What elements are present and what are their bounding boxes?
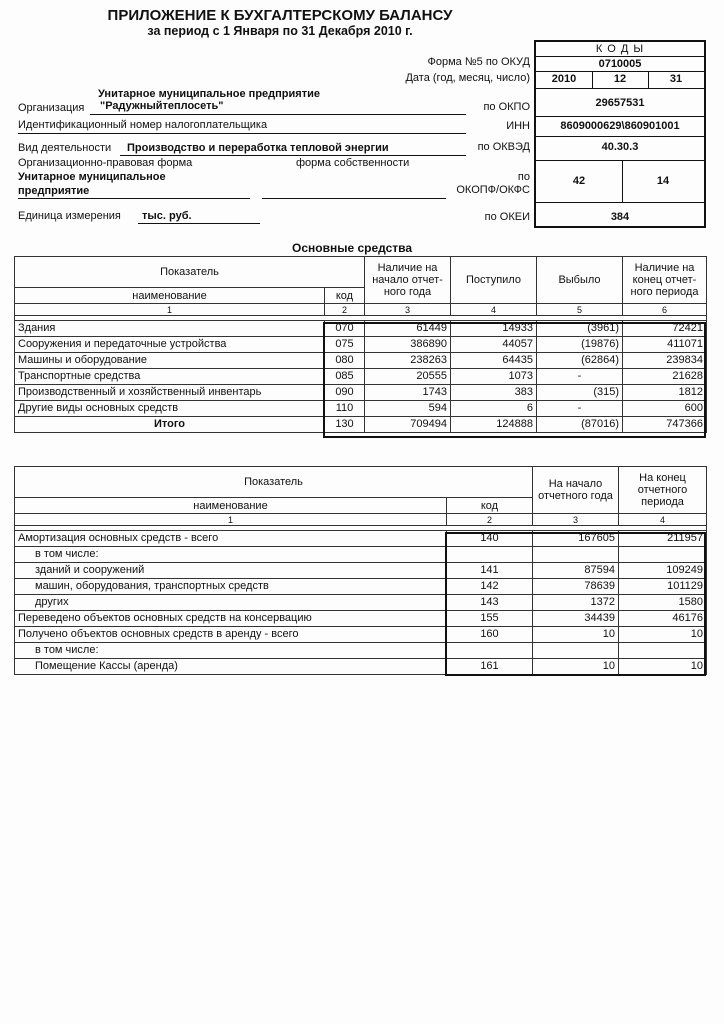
table-row	[15, 321, 707, 337]
date-label: Дата (год, месяц, число)	[405, 72, 530, 84]
okpo-value: 29657531	[595, 97, 645, 109]
row-end: 239834	[623, 353, 707, 369]
row-start: 20555	[365, 369, 451, 385]
row-code: 075	[325, 337, 365, 353]
t1-h-out: Выбыло	[537, 257, 623, 304]
row-out: (315)	[537, 385, 623, 401]
okfs-value: 14	[656, 175, 670, 187]
okved-value: 40.30.3	[601, 141, 639, 153]
row-code: 142	[447, 579, 533, 595]
t1-num: 3	[365, 304, 451, 316]
org-label: Организация	[18, 102, 85, 114]
t1-h-end: Наличие на конец отчет-ного периода	[623, 257, 707, 304]
table-row	[15, 547, 707, 563]
okei-value: 384	[610, 211, 630, 223]
ownership-label: форма собственности	[296, 157, 410, 169]
table-row	[15, 563, 707, 579]
okei-label: по ОКЕИ	[484, 211, 530, 223]
inn-label: ИНН	[506, 120, 530, 132]
t2-h-name: наименование	[15, 498, 447, 514]
row-name: Производственный и хозяйственный инвентарь	[15, 385, 325, 401]
row-code: 140	[447, 531, 533, 547]
row-start: 78639	[533, 579, 619, 595]
t2-num: 4	[619, 514, 707, 526]
table-row	[15, 353, 707, 369]
row-end: 10	[619, 627, 707, 643]
row-name: в том числе:	[15, 643, 447, 659]
t1-h-code: код	[325, 288, 365, 304]
row-end: 72421	[623, 321, 707, 337]
row-name: машин, оборудования, транспортных средств	[15, 579, 447, 595]
okud-label: Форма №5 по ОКУД	[427, 56, 530, 68]
row-name: Здания	[15, 321, 325, 337]
okpo-label: по ОКПО	[483, 101, 530, 113]
t2-num: 2	[447, 514, 533, 526]
row-out: (19876)	[537, 337, 623, 353]
row-name: зданий и сооружений	[15, 563, 447, 579]
row-code: 090	[325, 385, 365, 401]
row-code: 080	[325, 353, 365, 369]
legal-form-label: Организационно-правовая форма	[18, 157, 193, 169]
row-start: 709494	[365, 417, 451, 433]
row-in: 6	[451, 401, 537, 417]
row-code: 160	[447, 627, 533, 643]
table-row	[15, 579, 707, 595]
row-start	[533, 547, 619, 563]
row-start: 1372	[533, 595, 619, 611]
date-year: 2010	[551, 73, 577, 85]
okopf-label-po: по	[517, 171, 530, 183]
row-code: 110	[325, 401, 365, 417]
row-start: 167605	[533, 531, 619, 547]
t1-num: 1	[15, 304, 325, 316]
unit-value: тыс. руб.	[142, 210, 192, 222]
row-name: других	[15, 595, 447, 611]
row-code: 161	[447, 659, 533, 675]
fixed-assets-table	[14, 256, 707, 433]
t2-h-indicator: Показатель	[15, 467, 533, 498]
depreciation-table	[14, 466, 707, 675]
row-name: Транспортные средства	[15, 369, 325, 385]
t2-h-end: На конец отчетного периода	[619, 467, 707, 514]
row-code	[447, 547, 533, 563]
activity-label: Вид деятельности	[18, 142, 112, 154]
row-end	[619, 547, 707, 563]
okopf-label: ОКОПФ/ОКФС	[456, 184, 530, 196]
row-end: 101129	[619, 579, 707, 595]
row-start: 34439	[533, 611, 619, 627]
row-start: 10	[533, 627, 619, 643]
t2-h-start: На начало отчетного года	[533, 467, 619, 514]
row-end: 10	[619, 659, 707, 675]
row-in: 64435	[451, 353, 537, 369]
row-start: 87594	[533, 563, 619, 579]
row-code: 070	[325, 321, 365, 337]
table-row-total	[15, 417, 707, 433]
row-code	[447, 643, 533, 659]
row-name: в том числе:	[15, 547, 447, 563]
t1-h-name: наименование	[15, 288, 325, 304]
row-start	[533, 643, 619, 659]
date-day: 31	[669, 73, 683, 85]
table-row	[15, 627, 707, 643]
legal-form-value-1: Унитарное муниципальное	[18, 171, 166, 183]
t1-h-start: Наличие на начало отчет-ного года	[365, 257, 451, 304]
org-type-above: Унитарное муниципальное предприятие	[98, 88, 320, 100]
row-end	[619, 643, 707, 659]
row-name: Машины и оборудование	[15, 353, 325, 369]
row-code: 085	[325, 369, 365, 385]
row-in: 383	[451, 385, 537, 401]
row-code: 155	[447, 611, 533, 627]
row-start: 594	[365, 401, 451, 417]
row-end: 1812	[623, 385, 707, 401]
page-title: ПРИЛОЖЕНИЕ К БУХГАЛТЕРСКОМУ БАЛАНСУ	[107, 7, 453, 24]
table-row	[15, 369, 707, 385]
okopf-value: 42	[572, 175, 586, 187]
row-end: 747366	[623, 417, 707, 433]
row-name: Получено объектов основных средств в аренду - всего	[15, 627, 447, 643]
row-out: (87016)	[537, 417, 623, 433]
row-in: 1073	[451, 369, 537, 385]
row-start: 1743	[365, 385, 451, 401]
table-row	[15, 611, 707, 627]
table-row	[15, 531, 707, 547]
legal-form-value-2: предприятие	[18, 185, 90, 197]
row-out: -	[537, 369, 623, 385]
row-end: 411071	[623, 337, 707, 353]
table-row	[15, 337, 707, 353]
row-end: 1580	[619, 595, 707, 611]
period-subtitle: за период с 1 Января по 31 Декабря 2010 г.	[147, 24, 413, 38]
row-start: 238263	[365, 353, 451, 369]
t1-num: 5	[537, 304, 623, 316]
codes-box	[534, 40, 706, 228]
row-start: 61449	[365, 321, 451, 337]
row-end: 211957	[619, 531, 707, 547]
unit-label: Единица измерения	[18, 210, 121, 222]
row-code: 141	[447, 563, 533, 579]
t1-num: 4	[451, 304, 537, 316]
row-in: 44057	[451, 337, 537, 353]
t2-num: 3	[533, 514, 619, 526]
row-end: 109249	[619, 563, 707, 579]
row-code: 143	[447, 595, 533, 611]
row-start: 10	[533, 659, 619, 675]
row-in: 124888	[451, 417, 537, 433]
t1-h-in: Поступило	[451, 257, 537, 304]
t2-num: 1	[15, 514, 447, 526]
table-row	[15, 385, 707, 401]
row-in: 14933	[451, 321, 537, 337]
activity-value: Производство и переработка тепловой энергии	[127, 142, 389, 154]
row-end: 21628	[623, 369, 707, 385]
table1-caption: Основные средства	[292, 241, 413, 255]
t1-num: 6	[623, 304, 707, 316]
inn-text-label: Идентификационный номер налогоплательщика	[18, 119, 268, 131]
t1-num: 2	[325, 304, 365, 316]
t2-h-code: код	[447, 498, 533, 514]
table-row	[15, 595, 707, 611]
table-row	[15, 643, 707, 659]
row-name: Помещение Кассы (аренда)	[15, 659, 447, 675]
row-name: Другие виды основных средств	[15, 401, 325, 417]
row-start: 386890	[365, 337, 451, 353]
row-out: (62864)	[537, 353, 623, 369]
date-month: 12	[613, 73, 627, 85]
okved-label: по ОКВЭД	[477, 141, 530, 153]
inn-value: 8609000629\860901001	[560, 120, 680, 132]
row-out: (3961)	[537, 321, 623, 337]
row-name: Переведено объектов основных средств на консервацию	[15, 611, 447, 627]
codes-header: К О Д Ы	[595, 43, 645, 55]
row-end: 600	[623, 401, 707, 417]
t1-h-indicator: Показатель	[15, 257, 365, 288]
row-code: 130	[325, 417, 365, 433]
row-name: Амортизация основных средств - всего	[15, 531, 447, 547]
table-row	[15, 401, 707, 417]
table-row	[15, 659, 707, 675]
okud-value: 0710005	[598, 58, 642, 70]
row-end: 46176	[619, 611, 707, 627]
row-name: Сооружения и передаточные устройства	[15, 337, 325, 353]
row-out: -	[537, 401, 623, 417]
org-name: "Радужныйтеплосеть"	[100, 100, 224, 112]
row-name: Итого	[15, 417, 325, 433]
